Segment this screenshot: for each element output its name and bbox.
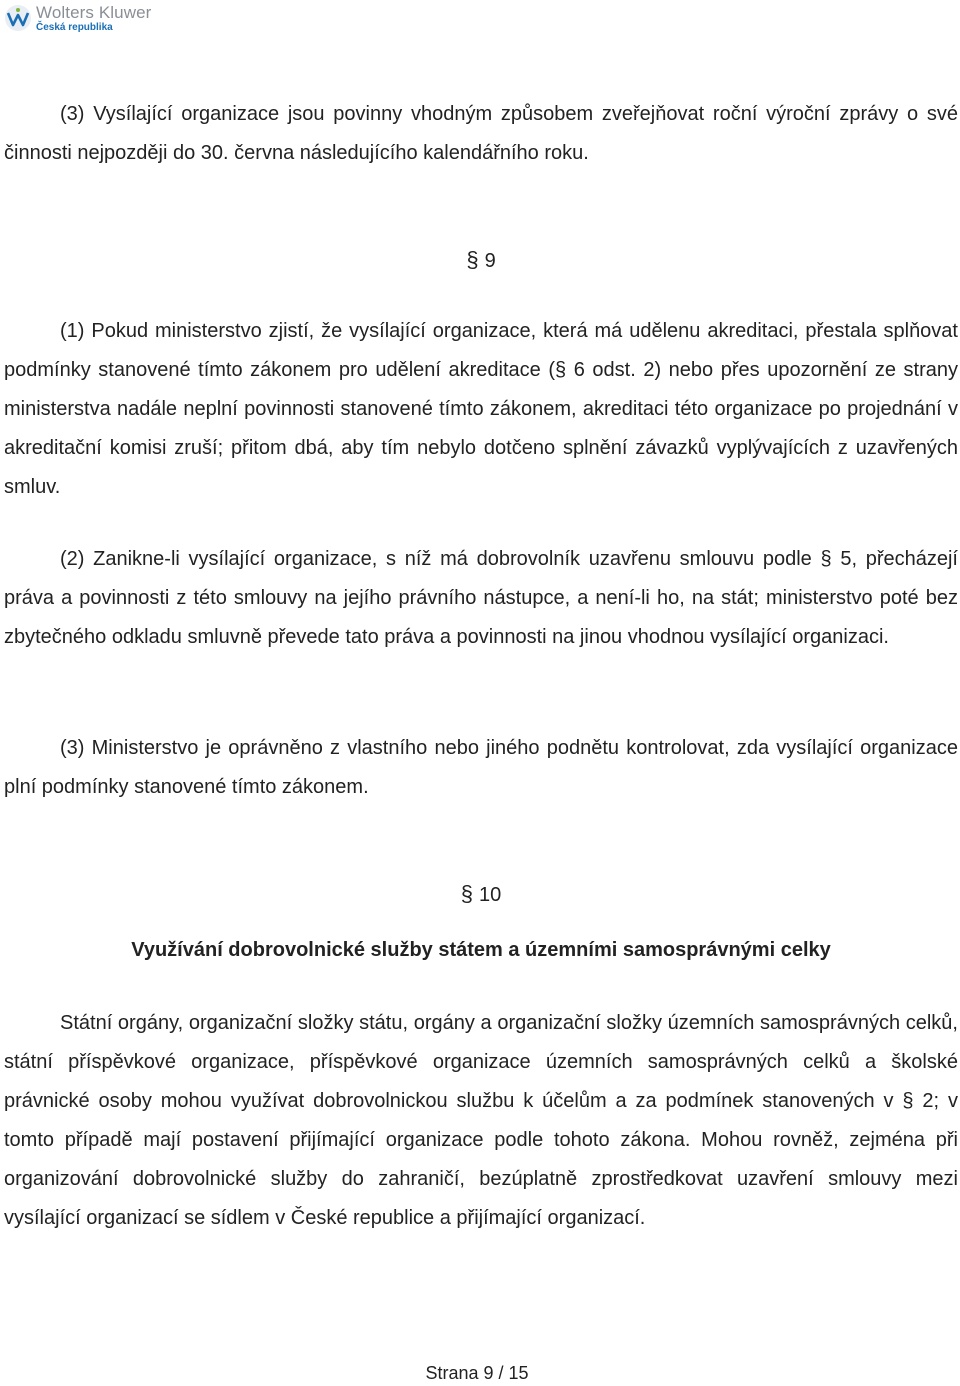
paragraph-9-2: (2) Zanikne-li vysílající organizace, s níž má dobrovolník uzavřenu smlouvu podle § 5, přecházejí práva a povinnosti z této smlouvy na jejího právního nástupce, a není-li ho, na stát; ministerstvo poté bez zbytečného odkladu smluvně převede tato práva a povinnosti na jinou vhodnou vysílající organizaci. [4, 548, 958, 648]
section-9-title: § 9 [466, 247, 496, 272]
publisher-logo [4, 2, 151, 34]
page-number: Strana 9 / 15 [425, 1363, 529, 1383]
section-10-title: § 10 [460, 881, 502, 906]
section-sign-icon: § [466, 247, 479, 272]
section-10-heading: Využívání dobrovolnické služby státem a územními samosprávnými celky [131, 939, 831, 961]
paragraph-9-1: (1) Pokud ministerstvo zjistí, že vysílající organizace, která má udělenu akreditaci, přestala splňovat podmínky stanovené tímto zákonem pro udělení akreditace (§ 6 odst. 2) nebo přes upozornění ze strany ministerstva nadále neplní povinnosti stanovené tímto zákonem, akreditaci této organizace po projednání v akreditační komisi zruší; přitom dbá, aby tím nebylo dotčeno splnění závazků vyplývajících z uzavřených smluv. [4, 320, 958, 498]
paragraph-10: Státní orgány, organizační složky státu, orgány a organizační složky územních samosprávných celků, státní příspěvkové organizace, příspěvkové organizace územních samosprávných celků a školské právnické osoby mohou využívat dobrovolnickou službu k účelům a za podmínek stanovených v § 2; v tomto případě mají postavení přijímající organizace podle tohoto zákona. Mohou rovněž, zejména při organizování dobrovolnické služby do zahraničí, bezúplatně zprostředkovat uzavření smlouvy mezi vysílající organizací se sídlem v České republice a přijímající organizací. [4, 1012, 958, 1229]
brand-region: Česká republika [36, 21, 113, 33]
paragraph-8-3: (3) Vysílající organizace jsou povinny vhodným způsobem zveřejňovat roční výroční zprávy o své činnosti nejpozději do 30. června následujícího kalendářního roku. [4, 103, 958, 164]
paragraph-9-3: (3) Ministerstvo je oprávněno z vlastního nebo jiného podnětu kontrolovat, zda vysílající organizace plní podmínky stanovené tímto zákonem. [4, 737, 958, 798]
wolters-kluwer-logo-icon [4, 4, 32, 32]
brand-name: Wolters Kluwer [36, 2, 152, 22]
section-sign-icon: § [460, 881, 473, 906]
